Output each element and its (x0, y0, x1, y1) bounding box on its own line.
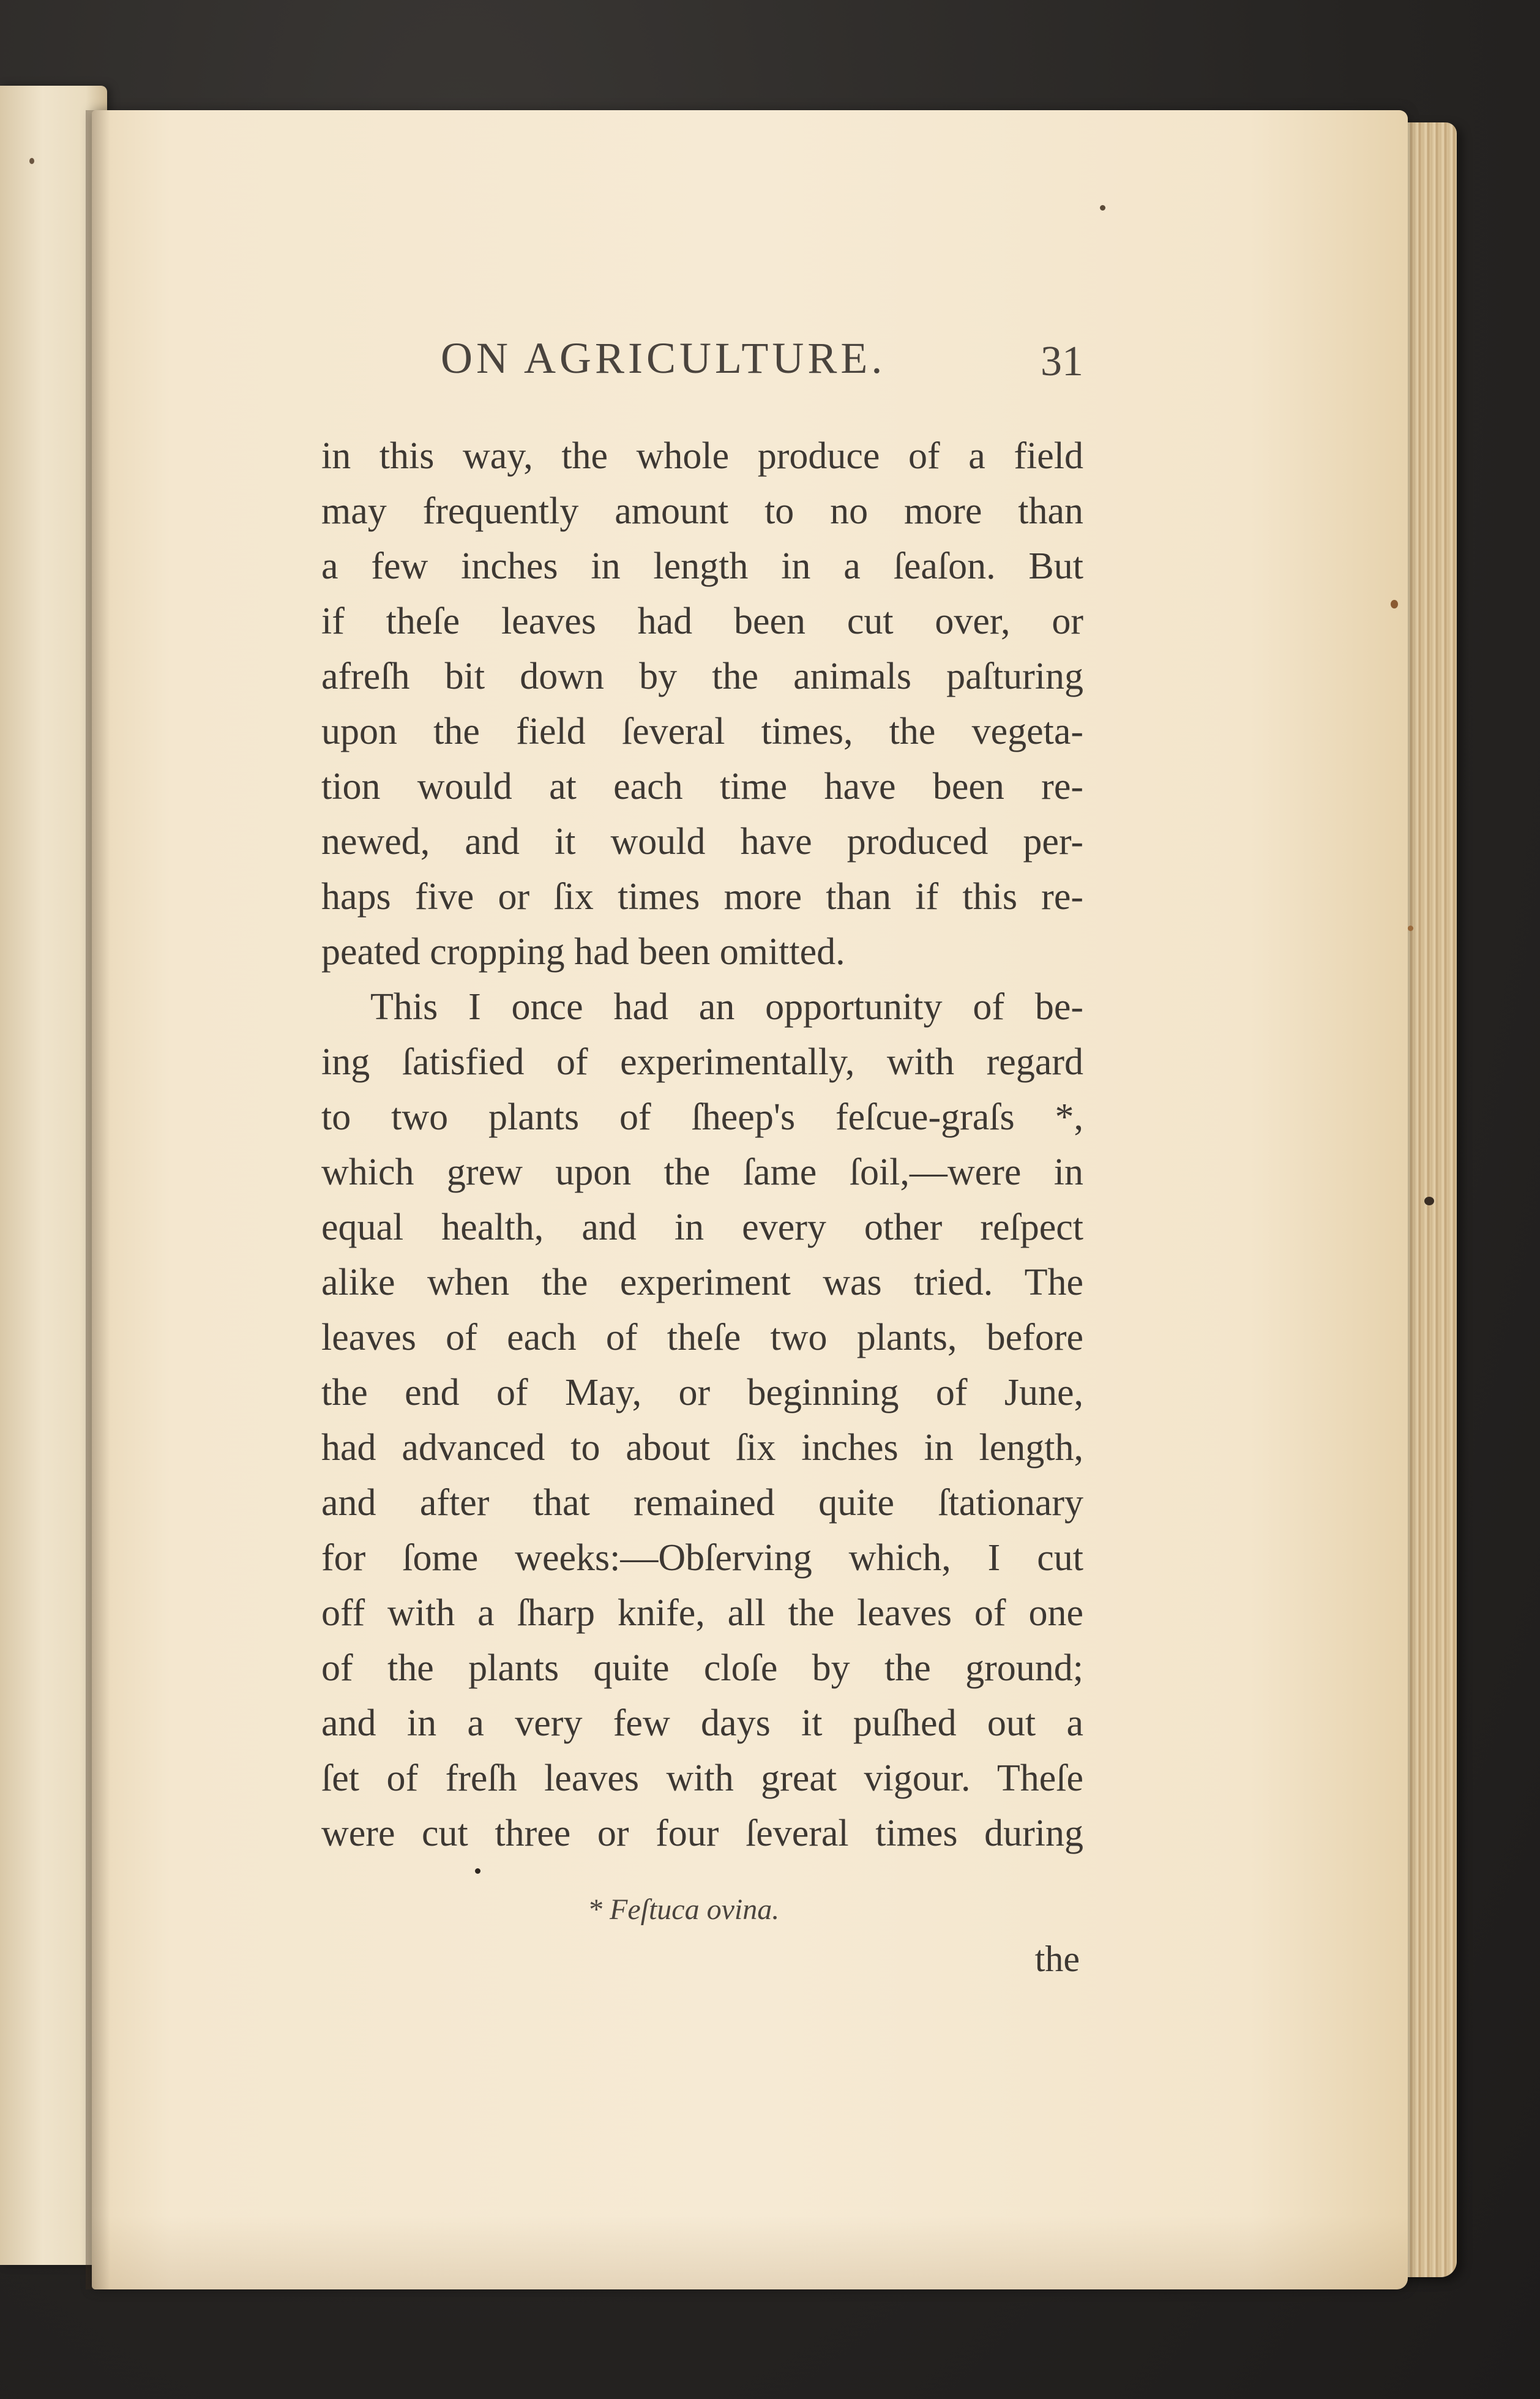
text-line: off with a ſharp knife, all the leaves of one (321, 1592, 1083, 1634)
text-line: if theſe leaves had been cut over, or (321, 601, 1083, 642)
page-number: 31 (1041, 338, 1083, 385)
text-line: to two plants of ſheep's feſcue-graſs *, (321, 1096, 1083, 1138)
page-header (441, 331, 1083, 386)
paper-speck (1424, 1197, 1434, 1205)
text-line: the end of May, or beginning of June, (321, 1372, 1083, 1413)
text-line: This I once had an opportunity of be- (370, 986, 1083, 1028)
text-line: afreſh bit down by the animals paſturing (321, 656, 1083, 697)
paper-speck (1100, 205, 1105, 211)
text-line: tion would at each time have been re- (321, 766, 1083, 807)
text-line: for ſome weeks:—Obſerving which, I cut (321, 1537, 1083, 1579)
catchword: the (1034, 1939, 1080, 1979)
text-line: haps five or ſix times more than if this re- (321, 876, 1083, 918)
text-line: ing ſatisfied of experimentally, with regard (321, 1041, 1083, 1083)
text-line: equal health, and in every other reſpect (321, 1207, 1083, 1248)
text-line: in this way, the whole produce of a field (321, 435, 1083, 477)
paper-speck (475, 1868, 480, 1874)
text-line: and after that remained quite ſtationary (321, 1482, 1083, 1524)
footnote: * Feſtuca ovina. (588, 1893, 780, 1926)
text-line: of the plants quite cloſe by the ground; (321, 1647, 1083, 1689)
text-line: and in a very few days it puſhed out a (321, 1702, 1083, 1744)
text-line: alike when the experiment was tried. The (321, 1262, 1083, 1303)
text-line: newed, and it would have produced per- (321, 821, 1083, 863)
text-line: leaves of each of theſe two plants, before (321, 1317, 1083, 1358)
text-line: upon the field ſeveral times, the vegeta- (321, 711, 1083, 752)
text-line: may frequently amount to no more than (321, 490, 1083, 532)
paper-speck (1408, 926, 1413, 931)
text-line: ſet of freſh leaves with great vigour. Theſe (321, 1757, 1083, 1799)
paper-speck (1391, 600, 1398, 608)
text-line: which grew upon the ſame ſoil,—were in (321, 1151, 1083, 1193)
text-line: peated cropping had been omitted. (321, 931, 845, 973)
gutter-shadow (86, 110, 110, 2289)
body-text (321, 429, 1083, 1861)
paper-speck (29, 158, 34, 164)
running-head: ON AGRICULTURE. (441, 334, 886, 383)
text-line: a few inches in length in a ſeaſon. But (321, 545, 1083, 587)
text-line: had advanced to about ſix inches in length, (321, 1427, 1083, 1469)
text-line: were cut three or four ſeveral times during (321, 1813, 1083, 1854)
